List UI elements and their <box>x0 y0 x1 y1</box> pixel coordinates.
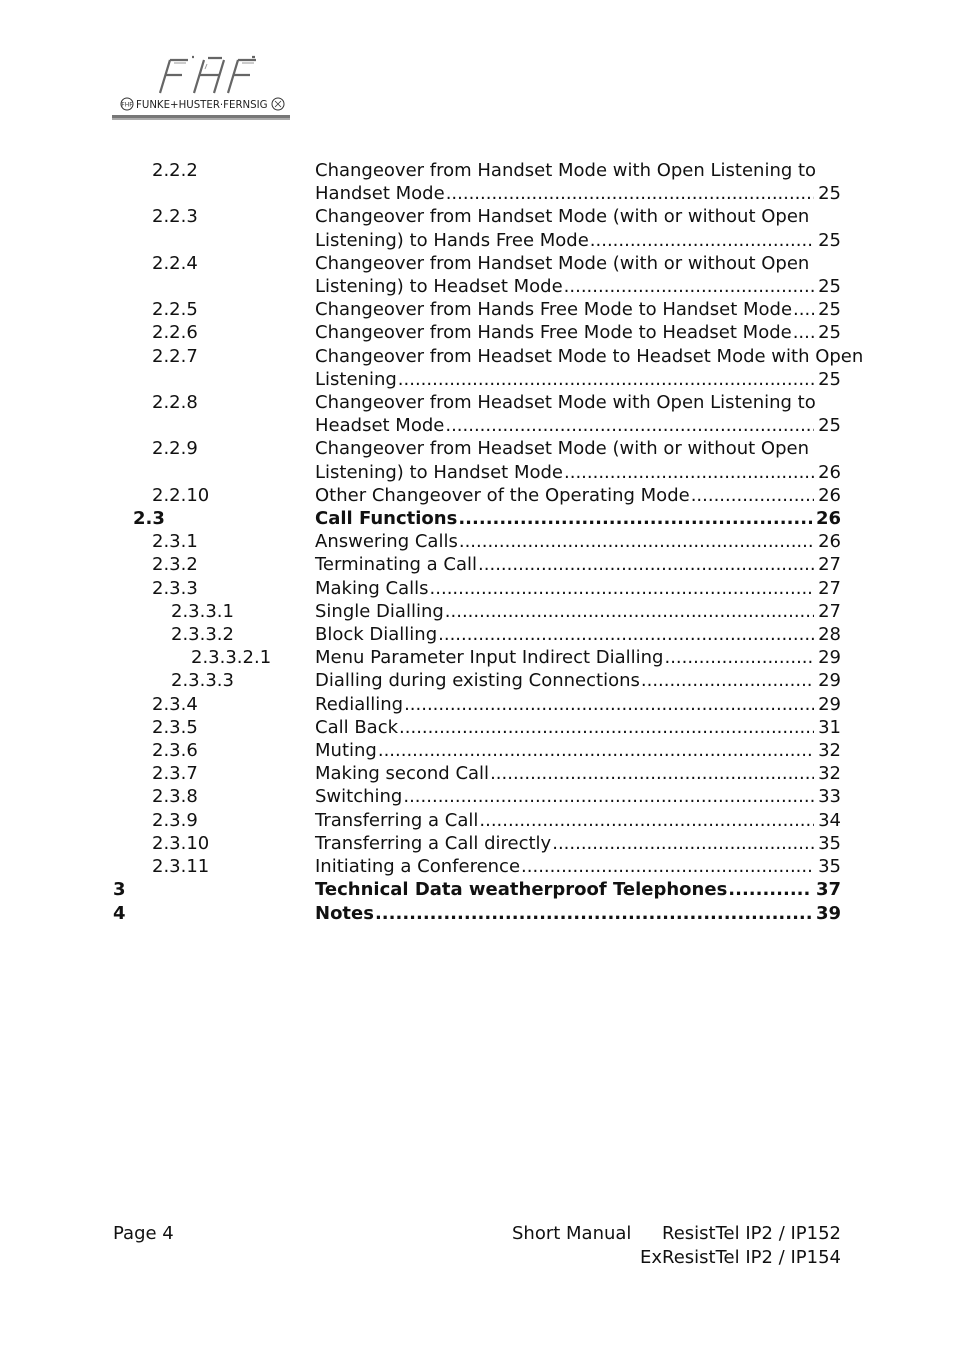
toc-entry-number: 2.2.7 <box>152 345 198 367</box>
toc-entry-page-number: 35 <box>818 832 841 854</box>
toc-entry-number: 2.3.11 <box>152 856 210 878</box>
toc-dot-leader <box>640 669 814 692</box>
toc-entry-page-number: 37 <box>815 879 841 901</box>
toc-dot-leader <box>444 414 814 437</box>
toc-entry-page-number: 27 <box>818 577 841 599</box>
toc-entry[interactable] <box>113 693 841 716</box>
toc-entry[interactable] <box>113 600 841 623</box>
toc-entry-title-line: Technical Data weatherproof Telephones <box>315 879 728 901</box>
toc-entry-title-line: Dialling during existing Connections <box>315 670 640 692</box>
toc-dot-leader <box>403 693 814 716</box>
toc-entry-title-line: Block Dialling <box>315 624 438 646</box>
toc-entry-page-number: 39 <box>815 902 841 924</box>
toc-entry-page-number: 25 <box>818 276 841 298</box>
toc-entry-number: 2.3.1 <box>152 531 198 553</box>
toc-entry[interactable] <box>113 553 841 576</box>
toc-dot-leader <box>445 182 814 205</box>
company-logo <box>112 55 294 122</box>
toc-entry[interactable] <box>113 507 841 530</box>
toc-entry-page-number: 29 <box>818 670 841 692</box>
toc-entry-number: 2.3.4 <box>152 693 198 715</box>
toc-entry[interactable] <box>113 855 841 878</box>
toc-entry-number: 2.3.2 <box>152 554 198 576</box>
toc-entry-number: 2.2.9 <box>152 438 198 460</box>
toc-entry-page-number: 25 <box>818 229 841 251</box>
toc-dot-leader <box>377 739 814 762</box>
toc-entry-title-line: Changeover from Hands Free Mode to Handset Mode <box>315 299 793 321</box>
toc-entry-page-number: 26 <box>818 484 841 506</box>
table-of-contents <box>113 159 864 925</box>
toc-dot-leader <box>690 484 814 507</box>
toc-entry-title-line: Redialling <box>315 693 404 715</box>
toc-entry-title-line: Switching <box>315 786 403 808</box>
toc-entry-number: 2.3.9 <box>152 809 198 831</box>
toc-dot-leader <box>551 832 814 855</box>
toc-entry-page-number: 35 <box>818 856 841 878</box>
svg-text:FHF: FHF <box>121 101 133 109</box>
toc-entry-title-line: Handset Mode <box>315 183 445 205</box>
toc-entry-title-line: Changeover from Handset Mode (with or without Open <box>315 252 810 274</box>
toc-entry-number: 2.3.3.1 <box>171 600 234 622</box>
toc-entry[interactable] <box>113 762 841 785</box>
toc-entry[interactable] <box>113 298 841 321</box>
toc-entry-number: 4 <box>113 902 126 924</box>
footer-models <box>640 1222 841 1269</box>
toc-dot-leader <box>477 553 814 576</box>
toc-dot-leader <box>478 809 814 832</box>
toc-entry-title-line: Making Calls <box>315 577 429 599</box>
toc-entry-title-line: Headset Mode <box>315 415 445 437</box>
toc-entry-title-line: Single Dialling <box>315 600 444 622</box>
toc-dot-leader <box>663 646 814 669</box>
footer-page-number: Page 4 <box>113 1223 174 1244</box>
toc-entry[interactable] <box>113 785 841 808</box>
toc-entry[interactable] <box>113 646 841 669</box>
toc-entry[interactable] <box>113 902 841 925</box>
toc-dot-leader <box>374 902 812 925</box>
toc-dot-leader <box>792 321 814 344</box>
toc-entry-title-line: Transferring a Call <box>315 809 479 831</box>
toc-dot-leader <box>437 623 814 646</box>
toc-entry-title-line: Transferring a Call directly <box>315 832 552 854</box>
toc-entry-number: 2.2.5 <box>152 299 198 321</box>
toc-entry-page-number: 27 <box>818 554 841 576</box>
toc-entry-title-line: Muting <box>315 740 377 762</box>
toc-entry[interactable] <box>113 577 841 600</box>
toc-dot-leader <box>727 878 812 901</box>
toc-entry-number: 2.2.3 <box>152 206 198 228</box>
toc-entry-page-number: 25 <box>818 183 841 205</box>
toc-entry[interactable] <box>113 669 841 692</box>
toc-entry-page-number: 25 <box>818 322 841 344</box>
toc-entry-title-line: Changeover from Headset Mode with Open Listening to <box>315 392 816 414</box>
toc-entry-number: 2.3 <box>133 508 165 530</box>
company-name: FUNKE+HUSTER·FERNSIG <box>136 100 268 111</box>
toc-entry-title-line: Menu Parameter Input Indirect Dialling <box>315 647 664 669</box>
toc-entry[interactable] <box>113 437 841 483</box>
toc-entry-title-line: Listening) to Handset Mode <box>315 461 563 483</box>
toc-entry[interactable] <box>113 832 841 855</box>
toc-entry-page-number: 25 <box>818 368 841 390</box>
toc-dot-leader <box>589 229 814 252</box>
toc-entry-number: 2.3.5 <box>152 716 198 738</box>
toc-entry-page-number: 26 <box>815 508 841 530</box>
toc-dot-leader <box>398 716 814 739</box>
toc-entry-title-line: Listening) to Hands Free Mode <box>315 229 589 251</box>
toc-entry-number: 2.2.8 <box>152 392 198 414</box>
toc-entry-title-line: Changeover from Handset Mode with Open Listening to <box>315 160 817 181</box>
toc-dot-leader <box>792 298 814 321</box>
toc-entry[interactable] <box>113 345 864 391</box>
toc-dot-leader <box>397 368 814 391</box>
toc-entry-number: 3 <box>113 879 126 901</box>
toc-entry[interactable] <box>113 739 841 762</box>
toc-entry-title-line: Listening) to Headset Mode <box>315 276 563 298</box>
footer-model-line-2: ExResistTel IP2 / IP154 <box>640 1246 841 1268</box>
toc-entry-page-number: 27 <box>818 600 841 622</box>
toc-entry-number: 2.3.8 <box>152 786 198 808</box>
toc-entry[interactable] <box>113 321 841 344</box>
toc-entry-number: 2.3.10 <box>152 832 210 854</box>
toc-dot-leader <box>489 762 814 785</box>
toc-entry-title-line: Listening <box>315 368 397 390</box>
toc-entry[interactable] <box>113 530 841 553</box>
toc-entry-page-number: 25 <box>818 299 841 321</box>
toc-entry-title-line: Terminating a Call <box>315 554 478 576</box>
toc-dot-leader <box>563 461 814 484</box>
toc-entry-page-number: 31 <box>818 716 841 738</box>
toc-entry-title-line: Changeover from Headset Mode (with or without Open <box>315 438 809 460</box>
toc-entry-number: 2.2.2 <box>152 160 198 181</box>
fhf-logo-graphic <box>112 55 294 122</box>
toc-entry[interactable] <box>113 484 841 507</box>
toc-entry-page-number: 29 <box>818 693 841 715</box>
toc-entry[interactable] <box>113 716 841 739</box>
toc-entry-page-number: 26 <box>818 461 841 483</box>
toc-entry[interactable] <box>113 809 841 832</box>
toc-entry-title-line: Answering Calls <box>315 531 458 553</box>
toc-dot-leader <box>429 577 815 600</box>
toc-entry-number: 2.3.3.3 <box>171 670 234 692</box>
toc-entry-page-number: 34 <box>818 809 841 831</box>
toc-dot-leader <box>457 507 812 530</box>
toc-dot-leader <box>458 530 814 553</box>
toc-dot-leader <box>402 785 814 808</box>
toc-entry-page-number: 29 <box>818 647 841 669</box>
toc-entry-number: 2.3.3.2 <box>171 624 234 646</box>
toc-entry-page-number: 26 <box>818 531 841 553</box>
toc-entry-title-line: Changeover from Headset Mode to Headset Mode with Open <box>315 345 864 367</box>
toc-entry-title-line: Changeover from Handset Mode (with or without Open <box>315 206 810 228</box>
toc-entry-title-line: Call Back <box>315 716 399 738</box>
toc-entry-page-number: 25 <box>818 415 841 437</box>
toc-entry-title-line: Other Changeover of the Operating Mode <box>315 484 690 506</box>
toc-entry-number: 2.3.3 <box>152 577 198 599</box>
toc-dot-leader <box>520 855 814 878</box>
toc-entry-number: 2.3.6 <box>152 740 198 762</box>
toc-entry-page-number: 33 <box>818 786 841 808</box>
toc-dot-leader <box>563 275 814 298</box>
toc-entry-title-line: Initiating a Conference <box>315 856 521 878</box>
toc-entry-title-line: Changeover from Hands Free Mode to Headset Mode <box>315 322 792 344</box>
toc-entry-title-line: Notes <box>315 902 374 924</box>
toc-entry-number: 2.2.10 <box>152 484 210 506</box>
toc-entry[interactable] <box>113 623 841 646</box>
toc-entry-page-number: 28 <box>818 624 841 646</box>
toc-entry[interactable] <box>113 878 841 901</box>
toc-entry[interactable] <box>113 205 841 251</box>
toc-entry[interactable] <box>113 159 841 205</box>
toc-entry-title-line: Making second Call <box>315 763 490 785</box>
footer-manual-title: Short Manual <box>512 1223 632 1244</box>
toc-entry-title-line: Call Functions <box>315 508 458 530</box>
toc-dot-leader <box>444 600 814 623</box>
toc-entry-number: 2.3.7 <box>152 763 198 785</box>
toc-entry[interactable] <box>113 391 841 437</box>
footer-model-line-1: ResistTel IP2 / IP152 <box>662 1223 841 1244</box>
toc-entry[interactable] <box>113 252 841 298</box>
toc-entry-number: 2.2.6 <box>152 322 198 344</box>
toc-entry-number: 2.3.3.2.1 <box>191 647 272 669</box>
toc-entry-page-number: 32 <box>818 763 841 785</box>
toc-entry-number: 2.2.4 <box>152 252 198 274</box>
toc-entry-page-number: 32 <box>818 740 841 762</box>
